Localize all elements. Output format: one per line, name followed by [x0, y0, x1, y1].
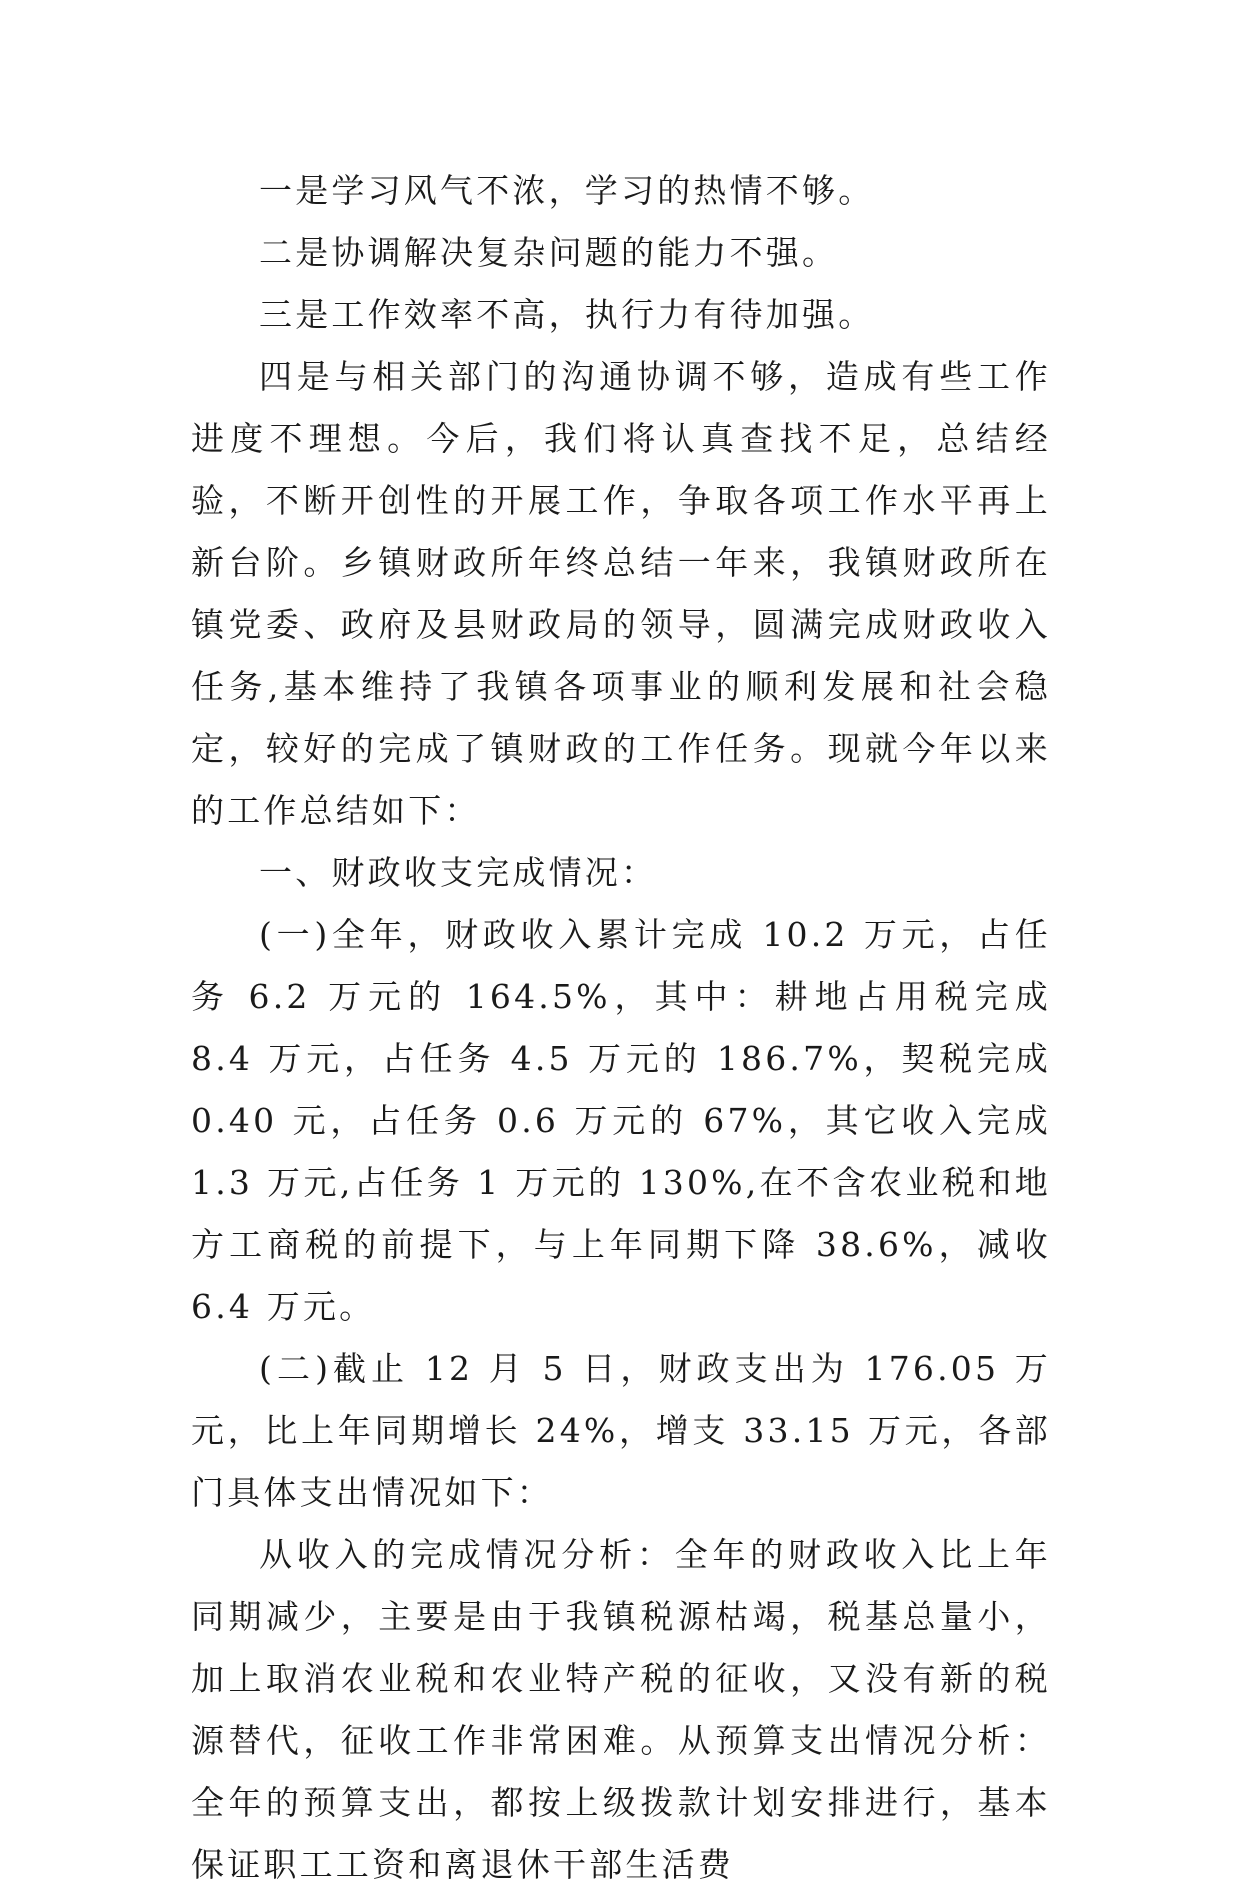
- paragraph-3: 三是工作效率不高，执行力有待加强。: [259, 295, 875, 334]
- section-heading: 一、财政收支完成情况：: [259, 853, 658, 892]
- paragraph-4: 四是与相关部门的沟通协调不够，造成有些工作进度不理想。今后，我们将认真查找不足，总结经验，不断开创性的开展工作，争取各项工作水平再上新台阶。乡镇财政所年终总结一年来，我镇财政所在镇党委、政府及县财政局的领导，圆满完成财政收入任务,基本维持了我镇各项事业的顺利发展和社会稳定，较好的完成了镇财政的工作任务。现就今年以来的工作总结如下：: [191, 357, 1051, 830]
- paragraph-2: 二是协调解决复杂问题的能力不强。: [259, 233, 839, 272]
- paragraph-1: 一是学习风气不浓，学习的热情不够。: [259, 171, 875, 210]
- paragraph-expenditure: (二)截止 12 月 5 日，财政支出为 176.05 万元，比上年同期增长 24%，增支 33.15 万元，各部门具体支出情况如下：: [191, 1349, 1051, 1512]
- paragraph-analysis: 从收入的完成情况分析：全年的财政收入比上年同期减少，主要是由于我镇税源枯竭，税基总量小，加上取消农业税和农业特产税的征收，又没有新的税源替代，征收工作非常困难。从预算支出情况分析：全年的预算支出，都按上级拨款计划安排进行，基本保证职工工资和离退休干部生活费: [191, 1535, 1051, 1884]
- document-body: [191, 160, 1051, 1896]
- paragraph-revenue: (一)全年，财政收入累计完成 10.2 万元，占任务 6.2 万元的 164.5%，其中：耕地占用税完成 8.4 万元，占任务 4.5 万元的 186.7%，契税完成 0.40 元，占任务 0.6 万元的 67%，其它收入完成 1.3 万元,占任务 1 万元的 130%,在不含农业税和地方工商税的前提下，与上年同期下降 38.6%，减收 6.4 万元。: [191, 915, 1051, 1326]
